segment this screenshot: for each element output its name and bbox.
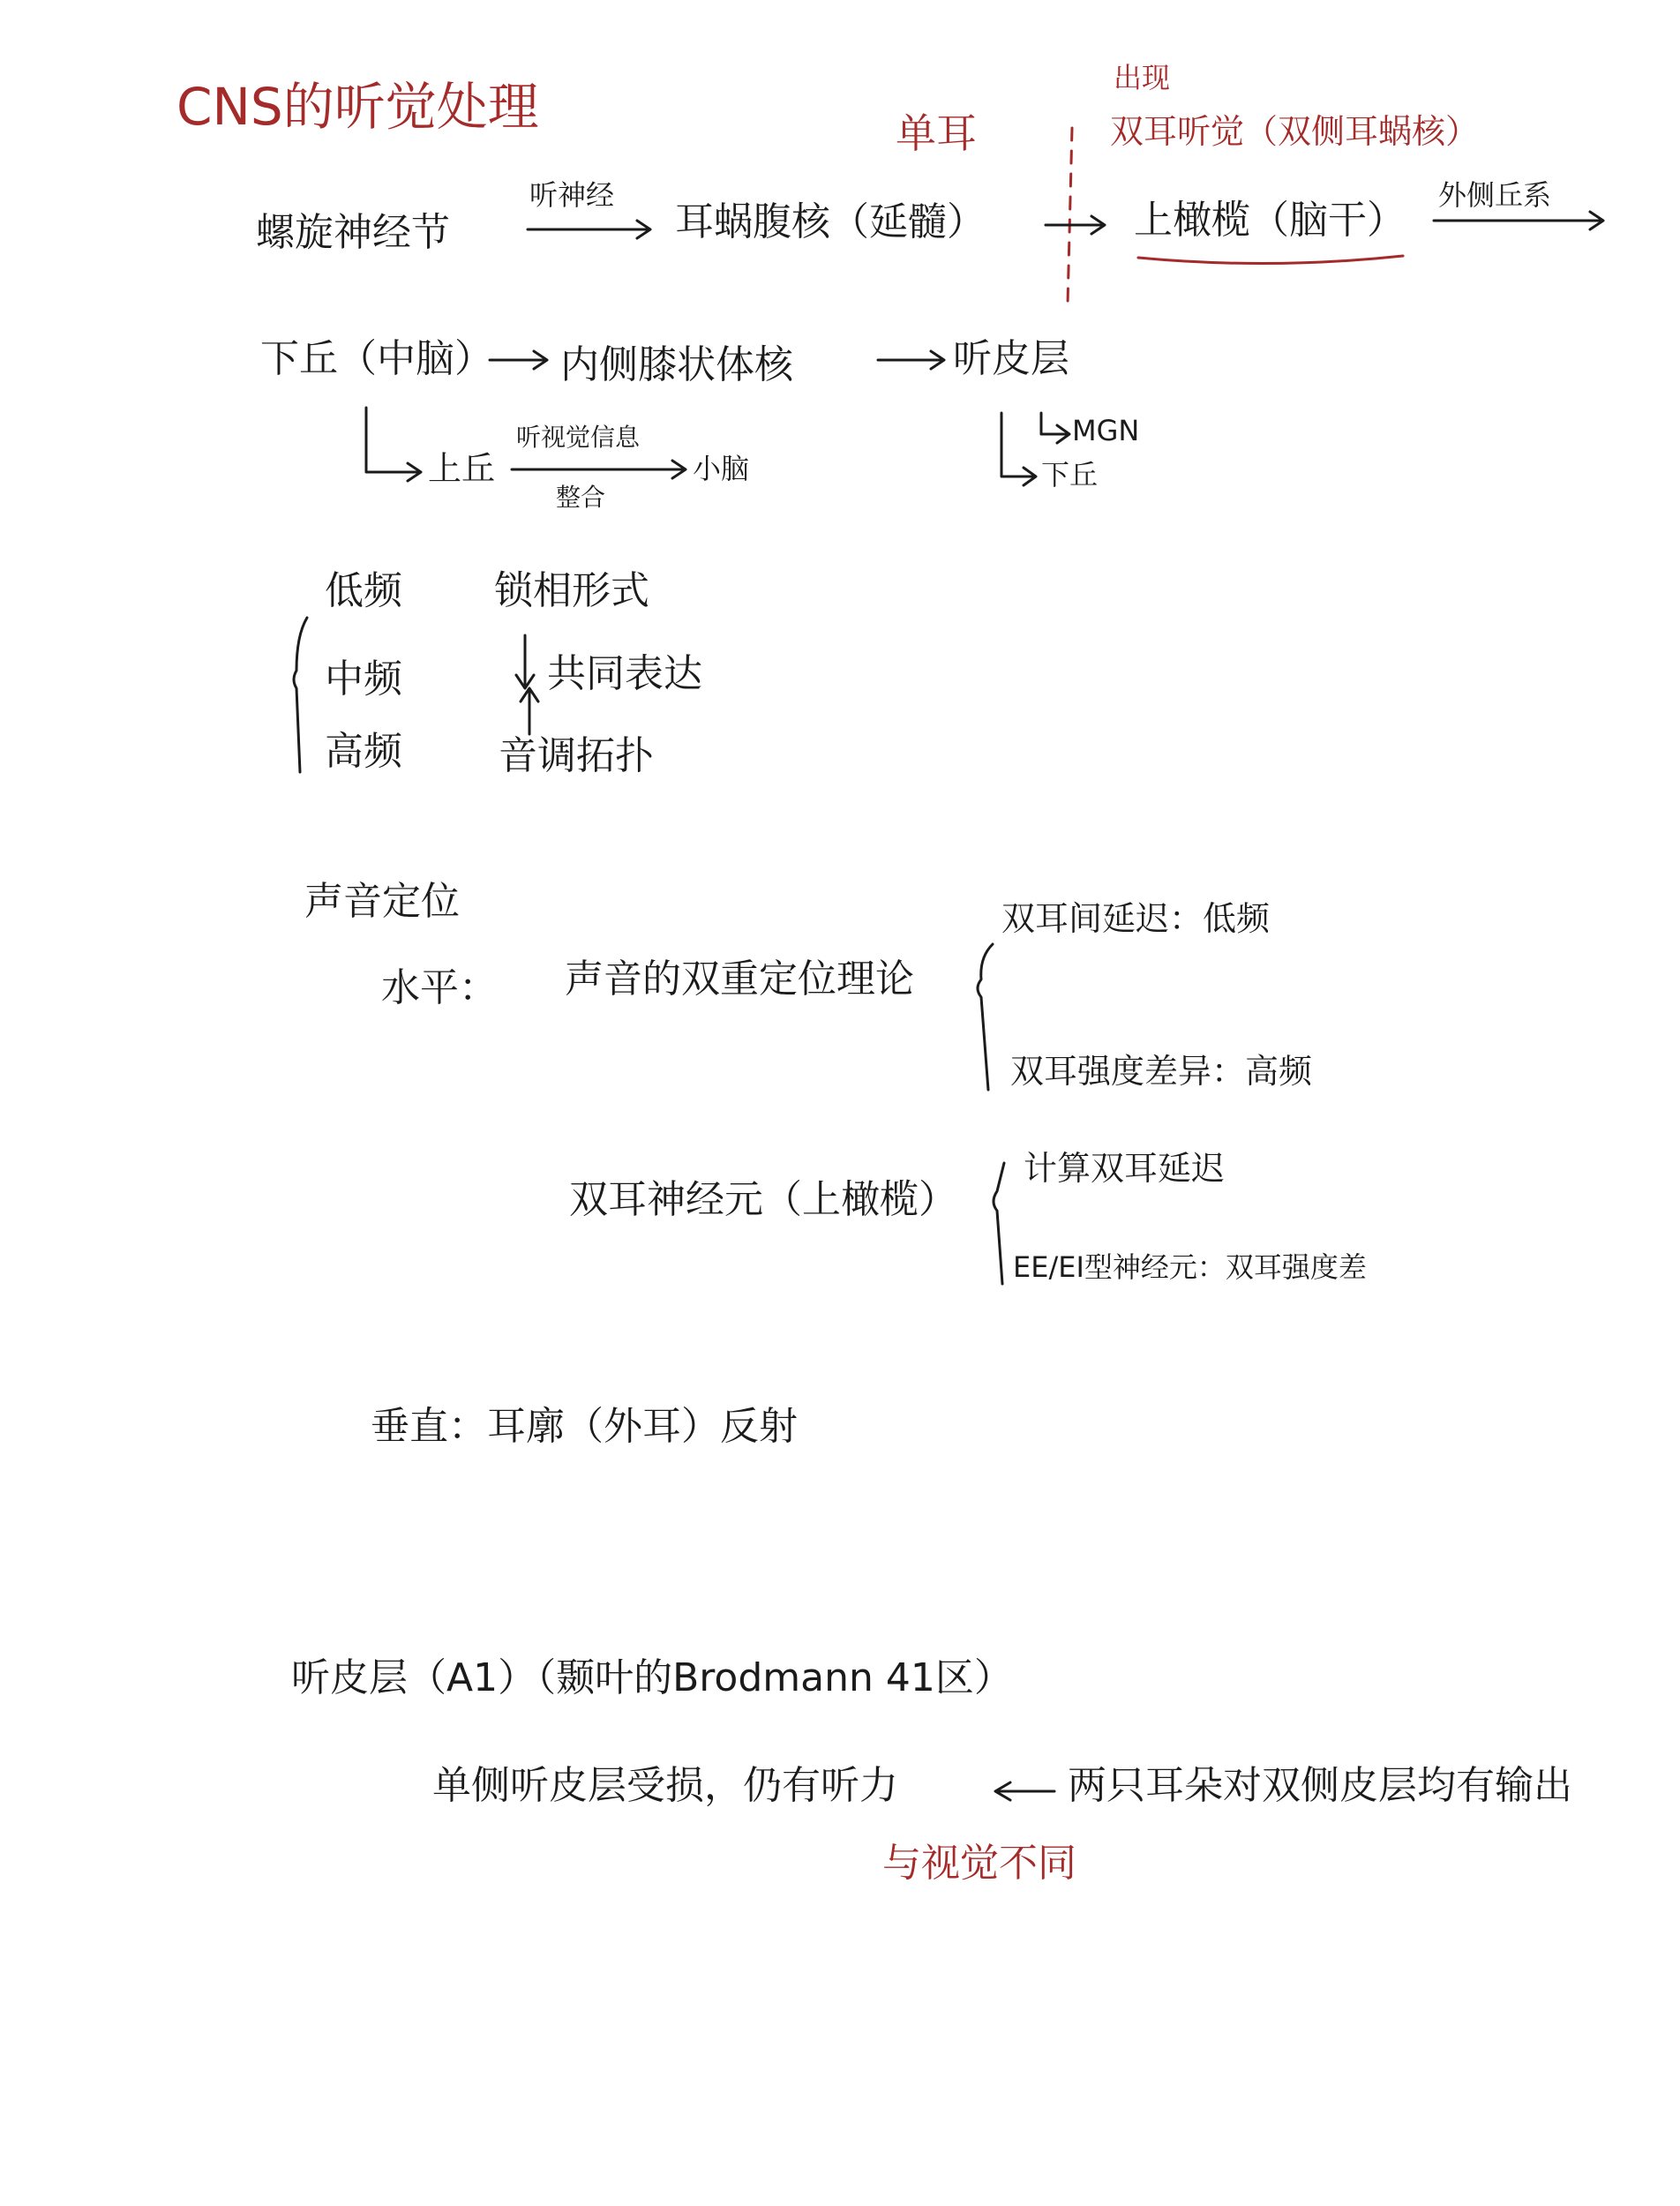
arrow-mgn-to-cortex (878, 351, 944, 369)
horizontal-label: 水平： (381, 965, 498, 1010)
page-title: CNS的听觉处理 (176, 77, 539, 137)
arrow-cortex-to-ic (1001, 413, 1036, 485)
cortex-to-mgn: MGN (1072, 414, 1140, 447)
freq-low: 低频 (325, 568, 402, 613)
binaural-label: 双耳听觉（双侧耳蜗核） (1110, 112, 1480, 151)
edge-av-integration-bottom: 整合 (556, 483, 606, 512)
arrow-up-tonotopy (521, 688, 538, 734)
freq-phase-locking: 锁相形式 (494, 568, 649, 613)
vertical-pinna-reflex: 垂直：耳廓（外耳）反射 (371, 1404, 798, 1449)
freq-tonotopy: 音调拓扑 (499, 733, 654, 778)
node-cerebellum: 小脑 (693, 452, 750, 485)
edge-av-integration-top: 听视觉信息 (516, 423, 641, 452)
arrow-cortex-to-mgn (1041, 413, 1069, 443)
arrow-lateral-lemniscus (1434, 212, 1603, 229)
freq-coexpression: 共同表达 (547, 651, 702, 696)
unilateral-damage: 单侧听皮层受损，仍有听力 (432, 1763, 898, 1808)
arrow-sc-to-cerebellum (512, 461, 686, 478)
duplex-theory: 声音的双重定位理论 (565, 957, 914, 1002)
arrow-auditory-nerve (528, 221, 650, 238)
ee-ei-neurons: EE/EI型神经元：双耳强度差 (1013, 1250, 1367, 1284)
compute-delay: 计算双耳延迟 (1024, 1149, 1226, 1188)
node-spiral-ganglion: 螺旋神经节 (256, 210, 450, 255)
arrow-reason-to-claim (995, 1782, 1054, 1800)
itd-low-freq: 双耳间延迟：低频 (1001, 899, 1271, 938)
cortex-to-ic: 下丘 (1041, 458, 1099, 491)
binaural-neurons: 双耳神经元（上橄榄） (569, 1177, 957, 1222)
node-inferior-colliculus: 下丘（中脑） (260, 336, 493, 381)
node-auditory-cortex: 听皮层 (953, 336, 1069, 381)
bilateral-output-reason: 两只耳朵对双侧皮层均有输出 (1068, 1763, 1572, 1808)
node-superior-colliculus: 上丘 (428, 449, 496, 488)
arrow-down-phase-locking (516, 635, 534, 688)
arrow-ic-to-sc (366, 408, 421, 481)
note-unlike-vision: 与视觉不同 (882, 1841, 1076, 1886)
monaural-label: 单耳 (896, 109, 977, 157)
arrow-ic-to-mgn (490, 351, 547, 369)
freq-mid: 中频 (325, 657, 402, 702)
brace-binaural-neurons (994, 1163, 1004, 1284)
edge-auditory-nerve: 听神经 (529, 178, 615, 212)
brace-frequency (294, 618, 307, 772)
localization-heading: 声音定位 (304, 879, 460, 924)
node-superior-olive: 上橄榄（脑干） (1134, 198, 1406, 243)
arrow-cochlear-to-olive (1046, 216, 1105, 234)
node-cochlear-nucleus: 耳蜗腹核（延髓） (675, 199, 986, 244)
binaural-origin-label: 出现 (1114, 61, 1171, 94)
node-mgn: 内侧膝状体核 (560, 342, 793, 387)
divider-dashed-line (1068, 128, 1072, 304)
edge-lateral-lemniscus: 外侧丘系 (1438, 178, 1552, 212)
freq-high: 高频 (325, 729, 402, 774)
brace-duplex-theory (978, 944, 993, 1090)
cortex-heading: 听皮层（A1）（颞叶的Brodmann 41区） (291, 1655, 1013, 1700)
ild-high-freq: 双耳强度差异：高频 (1010, 1052, 1313, 1091)
underline-superior-olive (1138, 256, 1403, 264)
